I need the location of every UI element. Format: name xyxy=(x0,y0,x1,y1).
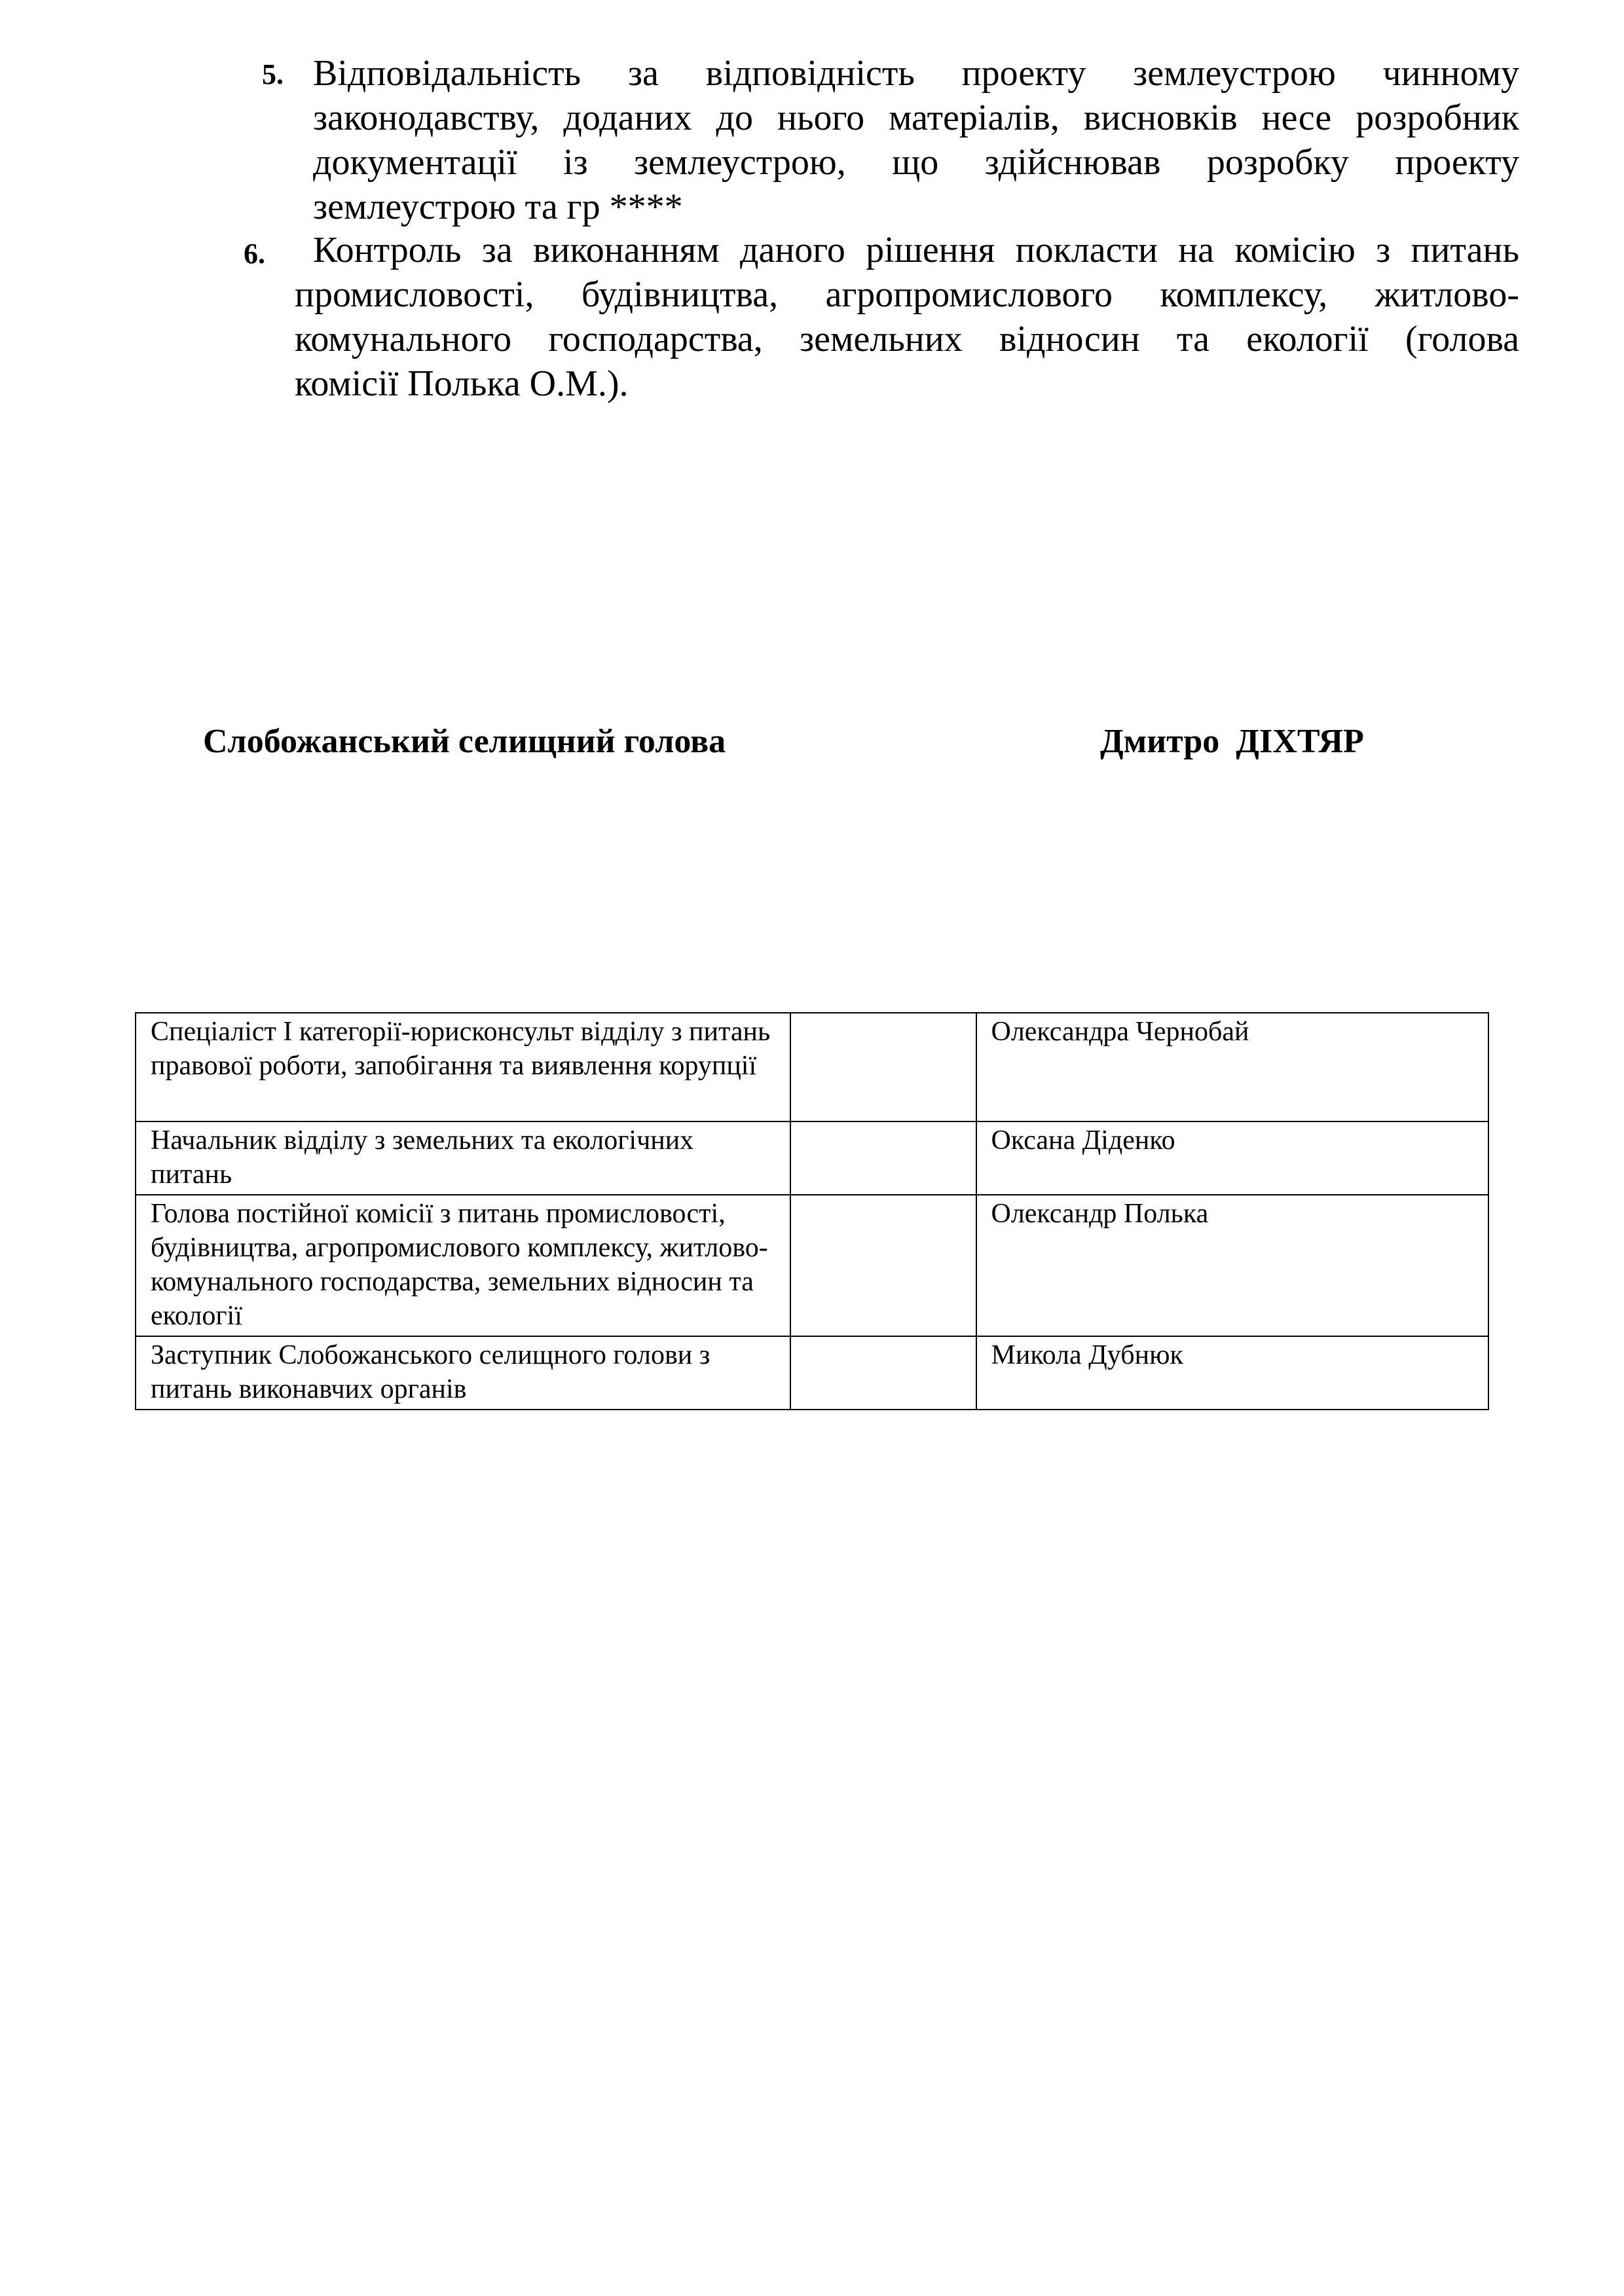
signature-title: Слобожанський селищний голова xyxy=(203,723,726,760)
item-number: 6. xyxy=(244,238,265,270)
item-text-line: промисловості, будівництва, агропромислового комплексу, житлово- xyxy=(295,274,1519,315)
item-text-line: документації із землеустрою, що здійснював розробку проекту xyxy=(313,142,1519,183)
item-text-line: законодавству, доданих до нього матеріалів, висновків несе розробник xyxy=(313,98,1519,138)
signature-name: Дмитро ДІХТЯР xyxy=(1100,723,1364,760)
approver-name: Олександр Полька xyxy=(976,1195,1489,1336)
approver-position: Спеціаліст І категорії-юрисконсульт відділу з питань правової роботи, запобігання та виявлення корупції xyxy=(136,1013,790,1121)
approver-position: Голова постійної комісії з питань промисловості, будівництва, агропромислового комплексу, житлово-комунального господарства, земельних відносин та екології xyxy=(136,1195,790,1336)
item-text-line: комісії Полька О.М.). xyxy=(295,363,629,404)
approver-signature-cell xyxy=(790,1195,976,1336)
item-text-line: землеустрою та гр **** xyxy=(313,187,683,227)
item-text xyxy=(295,228,1519,406)
approver-signature-cell xyxy=(790,1013,976,1121)
approver-signature-cell xyxy=(790,1121,976,1195)
approver-signature-cell xyxy=(790,1336,976,1410)
approver-name: Олександра Чернобай xyxy=(976,1013,1489,1121)
table-row xyxy=(136,1336,1488,1410)
table-row xyxy=(136,1195,1488,1336)
approvals-table xyxy=(135,1012,1489,1410)
item-text-line: Відповідальність за відповідність проекту землеустрою чинному xyxy=(313,53,1519,94)
item-text-line: Контроль за виконанням даного рішення покласти на комісію з питань xyxy=(313,230,1519,270)
approver-name: Оксана Діденко xyxy=(976,1121,1489,1195)
approver-position: Начальник відділу з земельних та екологічних питань xyxy=(136,1121,790,1195)
item-text xyxy=(313,51,1519,229)
table-row xyxy=(136,1121,1488,1195)
approver-position: Заступник Слобожанського селищного голови з питань виконавчих органів xyxy=(136,1336,790,1410)
item-text-line: комунального господарства, земельних відносин та екології (голова xyxy=(295,319,1519,359)
approver-name: Микола Дубнюк xyxy=(976,1336,1489,1410)
item-number: 5. xyxy=(262,58,284,90)
table-row xyxy=(136,1013,1488,1121)
